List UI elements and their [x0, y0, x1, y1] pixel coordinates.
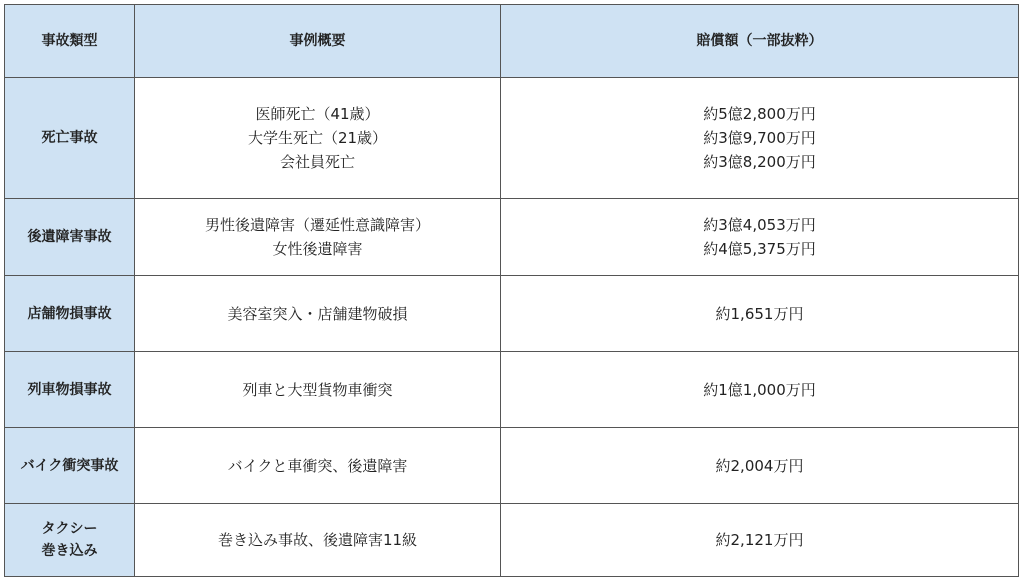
case-summary-item: 医師死亡（41歳） [255, 105, 380, 123]
case-summary-cell [135, 199, 501, 276]
case-summary-cell [135, 78, 501, 199]
table-row [5, 504, 1019, 577]
accident-type-label: タクシー [41, 521, 98, 537]
accident-type-label: バイク衝突事故 [20, 457, 119, 474]
accident-type-label: 後遺障害事故 [27, 229, 112, 245]
table-header-row [5, 5, 1019, 78]
compensation-amount-cell [501, 504, 1019, 577]
compensation-amount-cell [501, 276, 1019, 352]
compensation-amount: 約4億5,375万円 [703, 240, 816, 258]
case-summary-item: 美容室突入・店舗建物破損 [227, 304, 408, 323]
accident-type-cell [5, 276, 135, 352]
accident-type-cell [5, 78, 135, 199]
compensation-amount: 約2,004万円 [715, 456, 804, 475]
case-summary-item: 女性後遺障害 [272, 240, 363, 258]
case-summary-cell [135, 352, 501, 428]
accident-type-label: 死亡事故 [41, 130, 98, 146]
compensation-amount-cell [501, 352, 1019, 428]
accident-type-cell [5, 428, 135, 504]
compensation-amount: 約1,651万円 [715, 304, 804, 323]
case-summary-item: 会社員死亡 [279, 153, 355, 171]
case-summary-item: バイクと車衝突、後遺障害 [227, 456, 408, 475]
compensation-amount: 約2,121万円 [715, 531, 804, 549]
accident-type-cell [5, 352, 135, 428]
accident-type-cell [5, 504, 135, 577]
header-case-summary: 事例概要 [135, 5, 501, 78]
table-row [5, 78, 1019, 199]
table-row [5, 199, 1019, 276]
case-summary-cell [135, 276, 501, 352]
header-compensation-amount: 賠償額（一部抜粋） [501, 5, 1019, 78]
table-row [5, 276, 1019, 352]
case-summary-item: 列車と大型貨物車衝突 [242, 380, 393, 399]
accident-type-label: 店舗物損事故 [27, 305, 112, 322]
accident-type-cell [5, 199, 135, 276]
compensation-table [4, 4, 1019, 577]
case-summary-cell [135, 504, 501, 577]
compensation-amount-cell [501, 78, 1019, 199]
compensation-amount-cell [501, 199, 1019, 276]
table-row [5, 352, 1019, 428]
compensation-amount: 約5億2,800万円 [703, 105, 816, 123]
compensation-amount: 約1億1,000万円 [703, 380, 816, 399]
compensation-amount: 約3億4,053万円 [703, 216, 816, 234]
case-summary-cell [135, 428, 501, 504]
case-summary-item: 大学生死亡（21歳） [247, 129, 388, 147]
accident-type-label: 列車物損事故 [27, 381, 112, 398]
accident-type-label: 巻き込み [41, 543, 98, 559]
compensation-table-container [4, 4, 1019, 577]
table-row [5, 428, 1019, 504]
compensation-amount-cell [501, 428, 1019, 504]
compensation-amount: 約3億8,200万円 [703, 153, 816, 171]
compensation-amount: 約3億9,700万円 [703, 129, 816, 147]
case-summary-item: 巻き込み事故、後遺障害11級 [217, 531, 418, 549]
case-summary-item: 男性後遺障害（遷延性意識障害） [204, 216, 430, 234]
header-accident-type: 事故類型 [5, 5, 135, 78]
